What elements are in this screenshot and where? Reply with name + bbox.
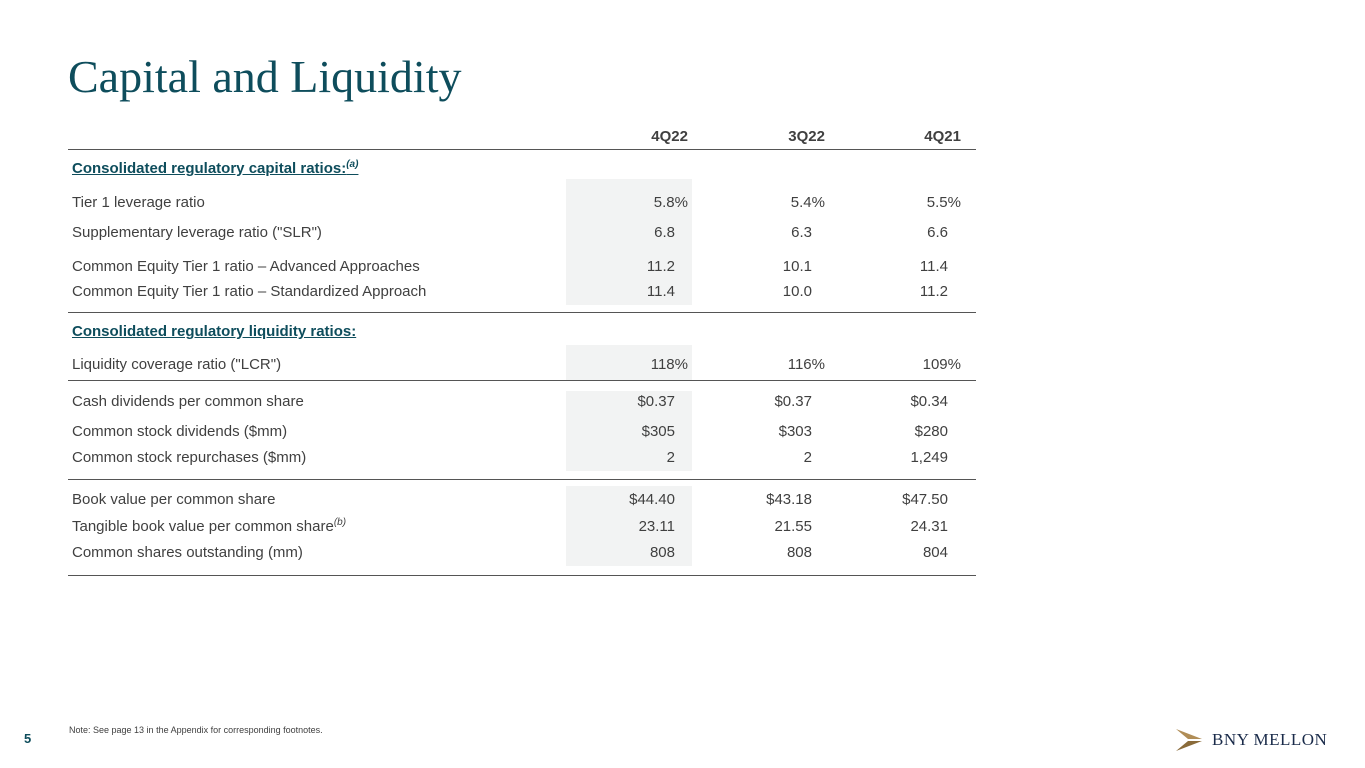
row-label: Common shares outstanding (mm): [72, 544, 303, 561]
row-label: Common stock dividends ($mm): [72, 423, 288, 440]
row-value-4q22: 808: [649, 544, 675, 561]
row-value-4q22: 11.4: [646, 283, 675, 300]
row-label: Tangible book value per common share: [72, 518, 334, 535]
row-value-3q22: $303: [778, 423, 812, 440]
brand-name: BNY MELLON: [1212, 730, 1328, 749]
row-value-4q21: 804: [922, 544, 948, 561]
row-value-3q22: $0.37: [774, 393, 812, 410]
column-header: 4Q21: [924, 128, 961, 145]
row-label: Supplementary leverage ratio ("SLR"): [72, 224, 322, 241]
column-header: 3Q22: [788, 128, 825, 145]
brand-logo: [1176, 728, 1327, 752]
row-value-4q21: 6.6: [927, 224, 948, 241]
row-value-4q22: 23.11: [638, 518, 675, 535]
row-value-3q22: 10.0: [782, 283, 812, 300]
footnote-marker: (b): [333, 517, 347, 528]
row-value-4q21: $280: [914, 423, 948, 440]
row-value-4q21: $47.50: [902, 491, 948, 508]
row-label: Tier 1 leverage ratio: [72, 194, 205, 211]
footnote-note: Note: See page 13 in the Appendix for corresponding footnotes.: [69, 725, 323, 735]
row-label: Common Equity Tier 1 ratio – Standardized Approach: [72, 283, 427, 300]
row-value-3q22: 10.1: [782, 258, 812, 275]
row-value-4q21: 1,249: [910, 449, 948, 466]
row-label: Cash dividends per common share: [72, 393, 304, 410]
bny-mellon-logo-icon: [1176, 729, 1204, 751]
row-value-4q21: 109%: [922, 356, 961, 373]
table-divider: [68, 312, 976, 313]
column-header: 4Q22: [651, 128, 688, 145]
row-value-3q22: 808: [786, 544, 812, 561]
row-value-4q21: 5.5%: [926, 194, 961, 211]
row-label: Book value per common share: [72, 491, 276, 508]
section-heading-label: Consolidated regulatory capital ratios:: [72, 160, 347, 177]
table-divider: [68, 575, 976, 576]
row-value-4q21: 11.4: [919, 258, 948, 275]
row-value-4q21: 11.2: [919, 283, 948, 300]
section-heading-capital: [72, 160, 358, 178]
row-value-3q22: 116%: [787, 356, 825, 373]
row-value-4q22: 11.2: [646, 258, 675, 275]
row-value-3q22: 2: [803, 449, 812, 466]
row-value-4q22: $0.37: [637, 393, 675, 410]
footnote-marker: (a): [346, 159, 359, 170]
row-label: Liquidity coverage ratio ("LCR"): [72, 356, 282, 373]
row-value-4q22: 6.8: [654, 224, 675, 241]
row-value-3q22: $43.18: [766, 491, 812, 508]
page-number: 5: [24, 731, 32, 746]
row-value-4q22: 5.8%: [653, 194, 688, 211]
row-value-4q21: 24.31: [910, 518, 948, 535]
row-value-4q22: 2: [666, 449, 675, 466]
row-value-4q22: $305: [641, 423, 675, 440]
row-value-4q21: $0.34: [910, 393, 948, 410]
table-divider: [68, 149, 976, 150]
row-value-3q22: 21.55: [774, 518, 812, 535]
row-label-tangible-book: [72, 518, 346, 536]
row-value-3q22: 5.4%: [790, 194, 825, 211]
table-divider: [68, 380, 976, 381]
row-value-3q22: 6.3: [791, 224, 812, 241]
row-value-4q22: 118%: [650, 356, 688, 373]
row-value-4q22: $44.40: [629, 491, 675, 508]
section-heading-liquidity: Consolidated regulatory liquidity ratios:: [72, 323, 357, 340]
table-divider: [68, 479, 976, 480]
row-label: Common Equity Tier 1 ratio – Advanced Approaches: [72, 258, 420, 275]
row-label: Common stock repurchases ($mm): [72, 449, 307, 466]
page-title: Capital and Liquidity: [68, 51, 462, 102]
